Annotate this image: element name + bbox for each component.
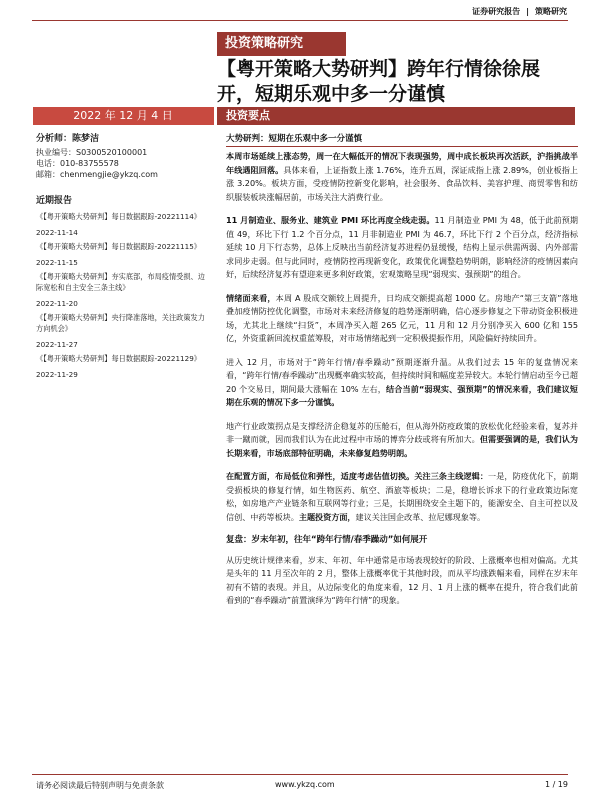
paragraph-history bbox=[226, 554, 578, 608]
section-divider bbox=[226, 146, 578, 147]
recent-report[interactable] bbox=[36, 353, 212, 380]
section-tag: 投资策略研究 bbox=[217, 32, 346, 56]
sidebar bbox=[36, 134, 212, 383]
paragraph-property bbox=[226, 420, 578, 461]
website-link[interactable]: www.ykzq.com bbox=[275, 780, 335, 789]
analyst-name: 分析师：陈梦洁 bbox=[36, 134, 100, 144]
page-number: 1 / 19 bbox=[544, 780, 568, 789]
section-heading-outlook: 大势研判：短期在乐观中多一分谨慎 bbox=[226, 134, 363, 144]
paragraph-body: 地产行业政策拐点是支撑经济企稳复苏的压舱石，但从海外防疫政策的放松优化经验来看，复苏并非一蹴而就，因而我们认为在此过程中市场的博弈分歧或将有所加大。 bbox=[226, 420, 578, 444]
report-type: 证券研究报告 bbox=[472, 7, 521, 16]
paragraph-pmi bbox=[226, 214, 578, 282]
recent-report-date: 2022-11-29 bbox=[36, 370, 78, 379]
paragraph-allocation bbox=[226, 470, 578, 524]
header-separator: | bbox=[526, 7, 529, 16]
section-heading-review: 复盘：岁末年初，往年“跨年行情/春季躁动”如何展开 bbox=[226, 535, 428, 545]
report-title: 【粤开策略大势研判】跨年行情徐徐展开，短期乐观中多一分谨慎 bbox=[217, 58, 541, 105]
recent-report-date: 2022-11-14 bbox=[36, 228, 78, 237]
recent-report[interactable] bbox=[36, 241, 212, 268]
paragraph-lead-2: 主题投资方面， bbox=[298, 511, 356, 522]
recent-report[interactable] bbox=[36, 312, 212, 350]
recent-report-date: 2022-11-27 bbox=[36, 340, 78, 349]
paragraph-body: 具体来看，上证指数上涨 1.76%，连升五周，深证成指上涨 2.89%，创业板指上涨 3.20%。板块方面，受疫情防控新变化影响，社会服务、食品饮料、美容护理、商贸零售和纺织服装板块涨幅居前，市场关注大消费行业。 bbox=[226, 164, 578, 202]
recent-report-date: 2022-11-20 bbox=[36, 299, 78, 308]
main-content bbox=[226, 150, 578, 618]
recent-reports-heading: 近期报告 bbox=[36, 196, 73, 206]
report-date: 2022 年 12 月 4 日 bbox=[73, 109, 173, 122]
recent-report-title[interactable]: 《【粤开策略大势研判】每日数据跟踪-20221129》 bbox=[36, 354, 201, 363]
paragraph-body: 11 月制造业 PMI 为 48，低于此前预期值 49，环比下行 1.2 个百分点，11 月非制造业 PMI 为 46.7，环比下行 2 个百分点，经济指标延续 10 月下行态势，总体上反映出当前经济复苏进程仍显缓慢，结构上显示供需两弱、内外部需求同步走弱。但与此同时，疫情防控再现新变化，政策优化调整趋势明朗，影响经济的疫情因素向好，后续经济复苏有望迎来更多利好政策，宏观策略呈现“弱现实、强预期”的组合。 bbox=[226, 215, 578, 279]
report-category: 策略研究 bbox=[535, 7, 567, 16]
recent-report-title[interactable]: 《【粤开策略大势研判】夯实底部，布局疫情受损、边际宽松和自主安全三条主线》 bbox=[36, 272, 205, 292]
paragraph-conclusion: 但需要强调的是，我们认为长期来看，市场底部特征明确，未来修复趋势明朗。 bbox=[226, 434, 578, 458]
recent-report-title[interactable]: 《【粤开策略大势研判】央行降准落地，关注政策发力方向机会》 bbox=[36, 313, 205, 333]
report-header bbox=[469, 6, 570, 17]
analyst-email[interactable]: 邮箱：chenmengjie@ykzq.com bbox=[36, 170, 158, 179]
recent-report-title[interactable]: 《【粤开策略大势研判】每日数据跟踪-20221114》 bbox=[36, 212, 201, 221]
recent-report-date: 2022-11-15 bbox=[36, 258, 78, 267]
analyst-license: 执业编号：S0300520100001 bbox=[36, 148, 148, 157]
recent-report[interactable] bbox=[36, 271, 212, 309]
recent-report[interactable] bbox=[36, 211, 212, 238]
paragraph-lead: 情绪面来看， bbox=[226, 292, 276, 303]
paragraph-lead: 本周市场延续上涨态势，周一在大幅低开的情况下表现强势，周中成长板块再次活跃，沪指挑战半年线遇阻回落。 bbox=[226, 151, 578, 175]
key-points-label: 投资要点 bbox=[226, 109, 270, 122]
footer-divider bbox=[32, 774, 568, 775]
paragraph-conclusion: 结合当前“弱现实、强预期”的情况来看，我们建议短期在乐观的情况下多一分谨慎。 bbox=[226, 383, 578, 407]
paragraph-body: 从历史统计规律来看，岁末、年初、年中通常是市场表现较好的阶段、上涨概率也相对偏高。尤其是头年的 11 月至次年的 2 月，整体上涨概率优于其他时段，而从平均涨跌幅来看，同样在岁末年初有不错的表现。并且，从边际变化的角度来看，12 月、1 月上涨的概率在提升，符合我们此前看到的“春季躁动”前置演绎为“跨年行情”的现象。 bbox=[226, 554, 578, 605]
paragraph-body-2: 建议关注国企改革、拉尼娜现象等。 bbox=[355, 511, 486, 522]
paragraph-lead: 11 月制造业、服务业、建筑业 PMI 环比再度全线走弱。 bbox=[226, 215, 435, 225]
paragraph-body: 进入 12 月，市场对于“跨年行情/春季躁动”预期逐渐升温。从我们过去 15 年的复盘情况来看，“跨年行情/春季躁动”出现概率确实较高，但持续时间和幅度差异较大。本轮行情启动至今已超 20 个交易日，期间最大涨幅在 10% 左右， bbox=[226, 356, 578, 394]
paragraph-december bbox=[226, 356, 578, 410]
disclaimer-note: 请务必阅读最后特别声明与免责条款 bbox=[36, 781, 164, 790]
analyst-phone: 电话：010-83755578 bbox=[36, 159, 119, 168]
key-points-bar bbox=[217, 107, 575, 125]
paragraph-body: 一是，防疫优化下，前期受损板块的修复行情，如生物医药、航空、酒旅等板块；二是，稳增长诉求下的行业政策边际宽松，如房地产产业链条和互联网等行业；三是，长期围绕安全主题下的，能源安全、自主可控以及信创、中药等板块。 bbox=[226, 471, 578, 522]
paragraph-market bbox=[226, 150, 578, 204]
paragraph-sentiment bbox=[226, 292, 578, 346]
paragraph-lead: 在配置方面，布局低位和弹性，适度考虑估值切换。关注三条主线逻辑： bbox=[226, 471, 489, 481]
recent-report-title[interactable]: 《【粤开策略大势研判】每日数据跟踪-20221115》 bbox=[36, 242, 201, 251]
header-divider bbox=[32, 20, 568, 21]
paragraph-body: 本周 A 股成交额较上周提升，日均成交额提高超 1000 亿。房地产“第三支箭”落地叠加疫情防控优化调整，市场对未来经济修复的趋势逐渐明确，信心逐步修复之下带动资金积极进场，尤其北上继续“扫货”，本周净买入超 265 亿元，11 月和 12 月分别净买入 600 亿和 155 亿，外资重新回流权重蓝筹股，对市场情绪起到一定积极提振作用，风险偏好持续回升。 bbox=[226, 292, 578, 343]
